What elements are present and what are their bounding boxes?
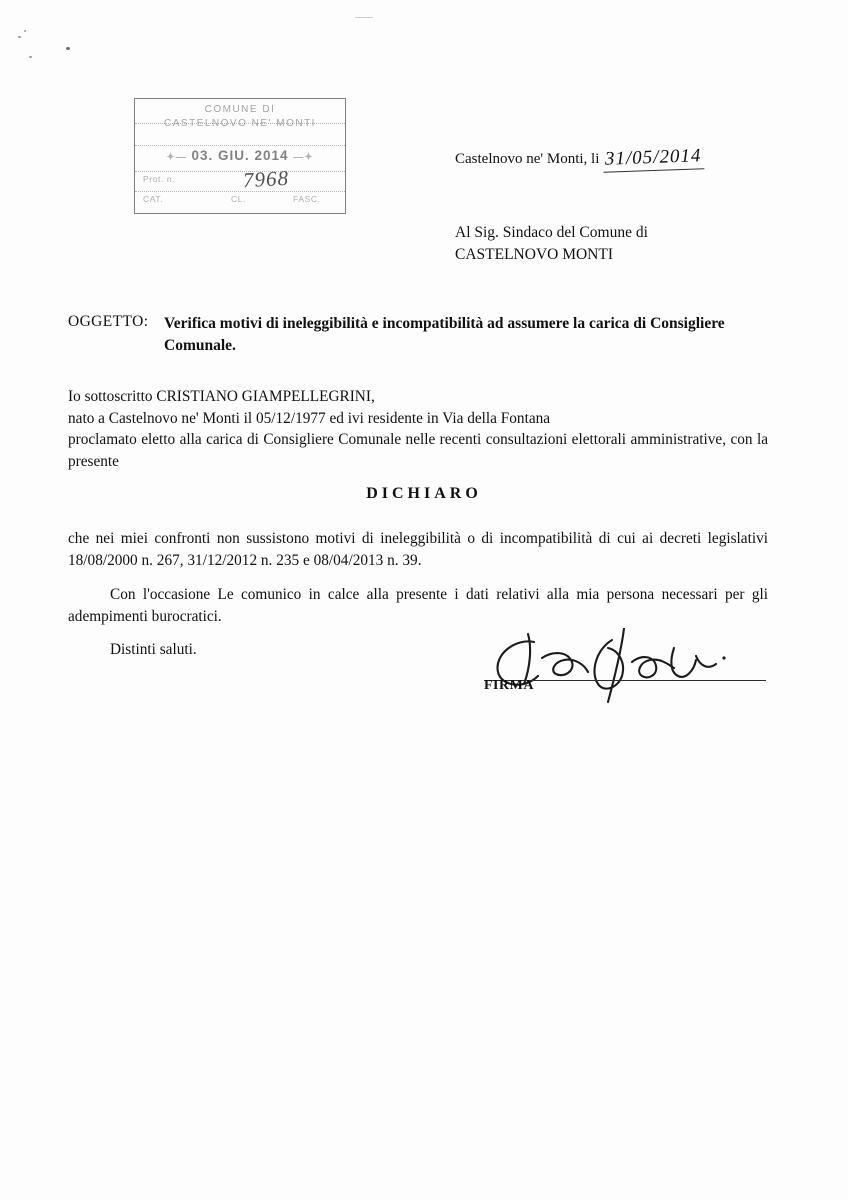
scan-speck <box>66 47 70 50</box>
stamp-date-value: 03. GIU. 2014 <box>191 148 289 163</box>
body-line-2: nato a Castelnovo ne' Monti il 05/12/1977 ed ivi residente in Via della Fontana <box>68 409 551 427</box>
handwritten-date: 31/05/2014 <box>603 145 704 172</box>
body-line-3: proclamato eletto alla carica di Consigliere Comunale nelle recenti consultazioni elettorali amministrative, con la presente <box>68 431 768 470</box>
stamp-municipality-line2: CASTELNOVO NE' MONTI <box>164 118 316 129</box>
place-date-prefix: Castelnovo ne' Monti, li <box>455 151 600 167</box>
handwritten-signature-icon <box>484 628 766 708</box>
body-intro <box>68 386 768 472</box>
body-line-1: Io sottoscritto CRISTIANO GIAMPELLEGRINI, <box>68 388 375 405</box>
stamp-municipality-line1: COMUNE DI <box>204 104 276 115</box>
subject-text: Verifica motivi di ineleggibilità e incompatibilità ad assumere la carica di Consigliere Comunale. <box>164 315 725 354</box>
subject-block <box>68 313 768 357</box>
addressee-line-1: Al Sig. Sindaco del Comune di <box>455 224 648 241</box>
stamp-ornament-right: —✦ <box>293 152 314 163</box>
scan-speck <box>18 36 21 38</box>
subject-label: OGGETTO: <box>68 313 149 330</box>
stamp-protocol-label: Prot. n. <box>143 174 176 184</box>
addressee-line-2: CASTELNOVO MONTI <box>455 246 614 263</box>
stamp-fasc-label: FASC. <box>293 194 321 204</box>
scan-speck <box>24 30 26 32</box>
protocol-stamp <box>134 98 346 214</box>
scan-speck <box>29 56 32 58</box>
additional-info-paragraph: Con l'occasione Le comunico in calce alla presente i dati relativi alla mia persona necessari per gli adempimenti burocratici. <box>68 586 768 625</box>
stamp-cat-label: CAT. <box>143 194 164 204</box>
signature-label: FIRMA <box>484 678 534 693</box>
place-and-date <box>455 147 704 171</box>
closing-regards: Distinti saluti. <box>110 641 197 658</box>
stamp-divider <box>135 145 345 146</box>
stamp-date <box>135 148 345 163</box>
addressee-block <box>455 222 648 266</box>
stamp-cl-label: CL. <box>231 194 247 204</box>
stamp-protocol-number: 7968 <box>242 165 290 193</box>
stamp-divider <box>135 171 345 172</box>
stamp-divider <box>135 191 345 192</box>
declaration-heading: DICHIARO <box>366 485 482 502</box>
signature-area <box>484 628 766 708</box>
declaration-paragraph: che nei miei confronti non sussistono motivi di ineleggibilità o di incompatibilità di cui ai decreti legislativi 18/08/2000 n. 267, 31/12/2012 n. 235 e 08/04/2013 n. 39. <box>68 530 768 569</box>
stamp-ornament-left: ✦— <box>166 152 187 163</box>
scan-speck <box>355 17 373 18</box>
